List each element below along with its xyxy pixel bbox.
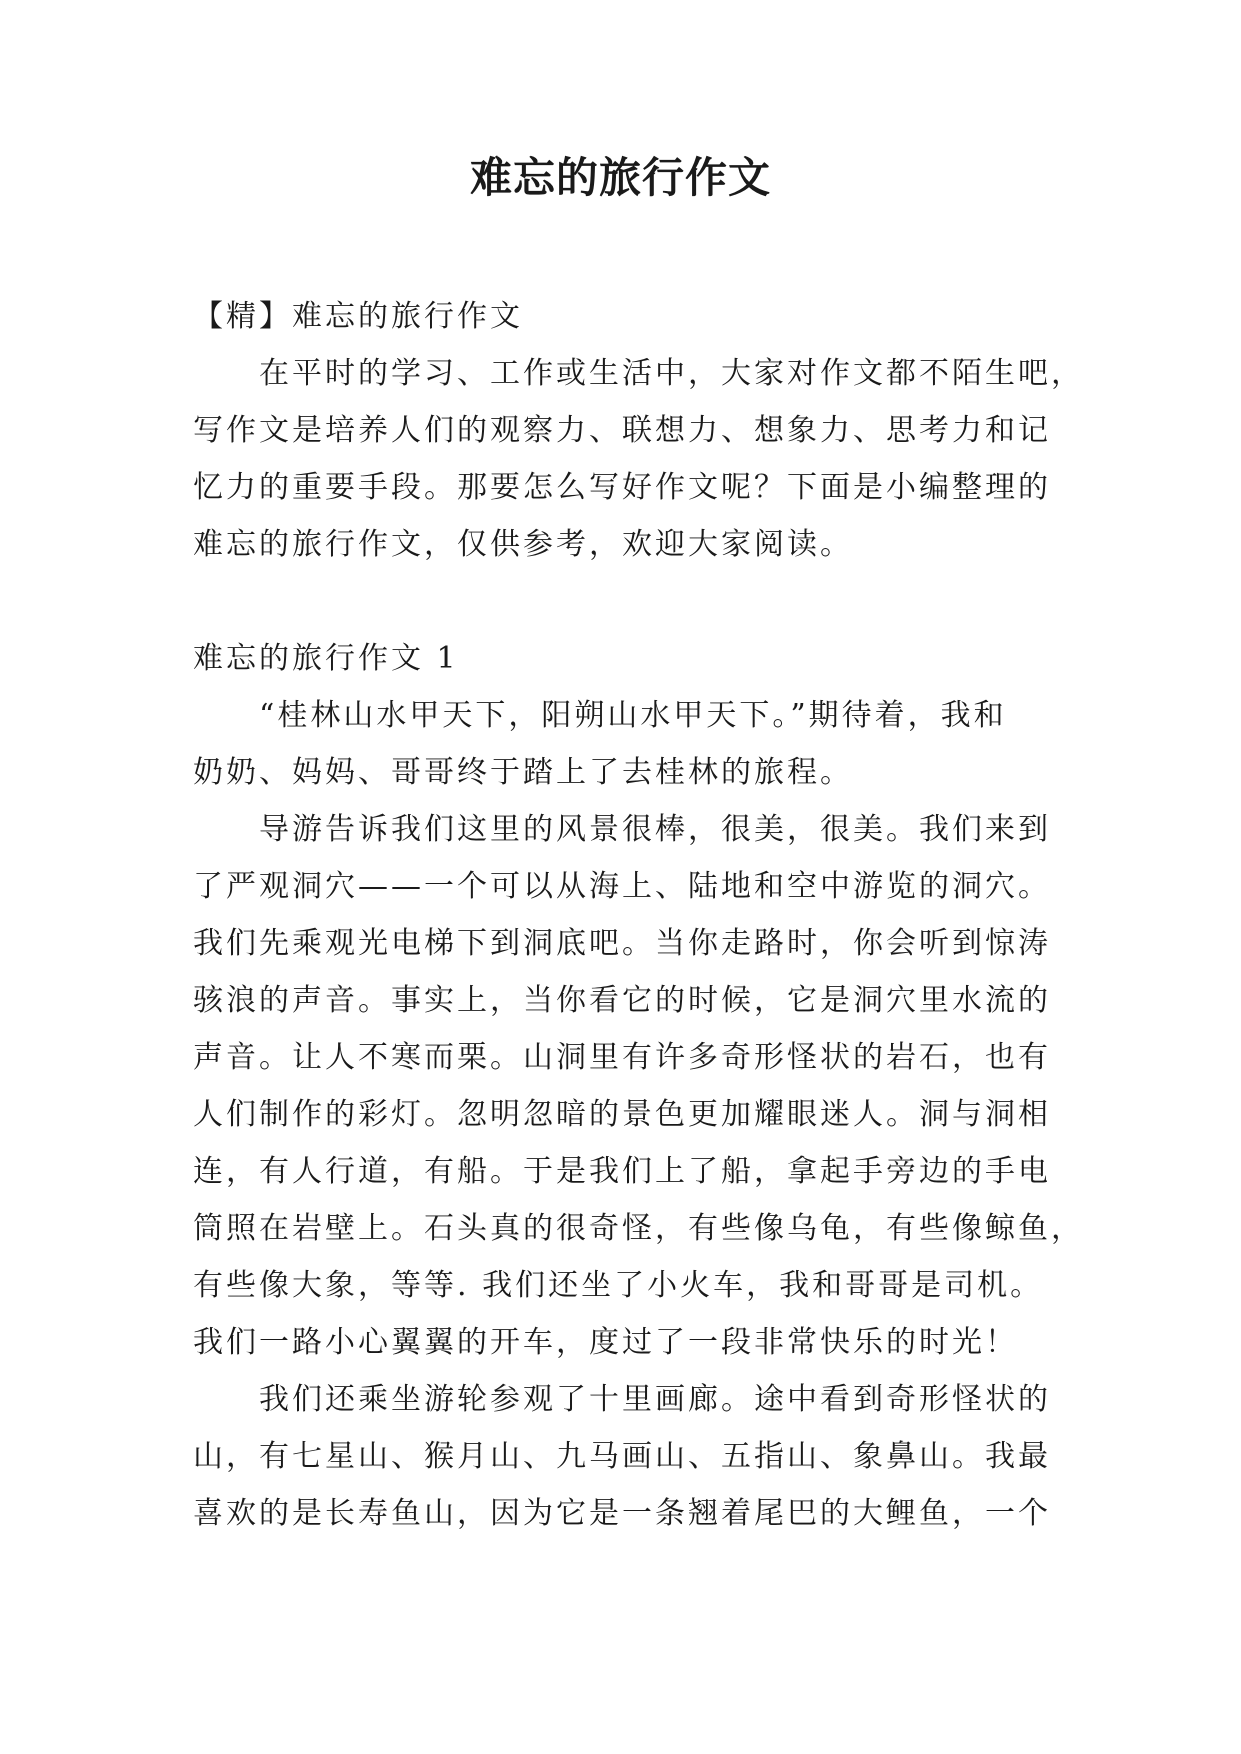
body-line: 难忘的旅行作文，仅供参考，欢迎大家阅读。 (193, 527, 853, 562)
document-body (193, 288, 1084, 1542)
body-line: 山，有七星山、猴月山、九马画山、五指山、象鼻山。我最 (193, 1439, 1051, 1474)
body-line: 忆力的重要手段。那要怎么写好作文呢？下面是小编整理的 (193, 470, 1051, 505)
body-line: 有些像大象，等等. 我们还坐了小火车，我和哥哥是司机。 (193, 1268, 1044, 1303)
body-line: 了严观洞穴——一个可以从海上、陆地和空中游览的洞穴。 (193, 869, 1051, 904)
document-title: 难忘的旅行作文 (469, 153, 771, 202)
body-line: “桂林山水甲天下，阳朔山水甲天下。”期待着，我和 (193, 698, 1007, 733)
body-line: 骇浪的声音。事实上，当你看它的时候，它是洞穴里水流的 (193, 983, 1051, 1018)
section-heading: 难忘的旅行作文 1 (193, 641, 459, 676)
body-line: 喜欢的是长寿鱼山，因为它是一条翘着尾巴的大鲤鱼，一个 (193, 1496, 1051, 1531)
body-line: 连，有人行道，有船。于是我们上了船，拿起手旁边的手电 (193, 1154, 1051, 1189)
body-line: 奶奶、妈妈、哥哥终于踏上了去桂林的旅程。 (193, 755, 853, 790)
body-line: 筒照在岩壁上。石头真的很奇怪，有些像乌龟，有些像鲸鱼， (193, 1211, 1084, 1246)
body-line: 我们还乘坐游轮参观了十里画廊。途中看到奇形怪状的 (193, 1382, 1051, 1417)
body-line: 人们制作的彩灯。忽明忽暗的景色更加耀眼迷人。洞与洞相 (193, 1097, 1051, 1132)
body-line: 导游告诉我们这里的风景很棒，很美，很美。我们来到 (193, 812, 1051, 847)
subtitle-line: 【精】难忘的旅行作文 (193, 299, 523, 334)
body-line: 声音。让人不寒而栗。山洞里有许多奇形怪状的岩石，也有 (193, 1040, 1051, 1075)
paragraph-gap (193, 573, 1053, 630)
body-line: 我们一路小心翼翼的开车，度过了一段非常快乐的时光！ (193, 1325, 1018, 1360)
body-line: 在平时的学习、工作或生活中，大家对作文都不陌生吧， (193, 356, 1084, 391)
body-line: 我们先乘观光电梯下到洞底吧。当你走路时，你会听到惊涛 (193, 926, 1051, 961)
body-line: 写作文是培养人们的观察力、联想力、想象力、思考力和记 (193, 413, 1051, 448)
